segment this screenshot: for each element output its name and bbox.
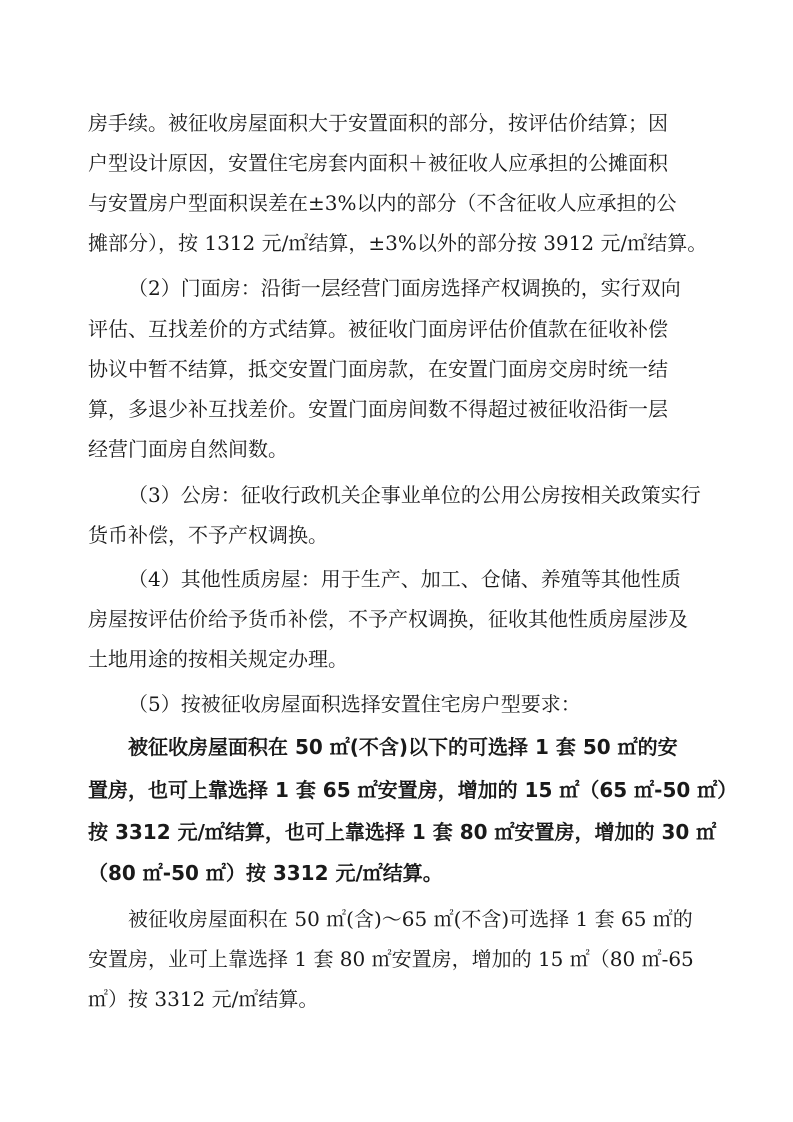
paragraph-line: 算，多退少补互找差价。安置门面房间数不得超过被征收沿街一层 (88, 397, 668, 421)
paragraph-line: （2）门面房：沿街一层经营门面房选择产权调换的，实行双向 (128, 276, 681, 300)
paragraph-line: 协议中暂不结算，抵交安置门面房款，在安置门面房交房时统一结 (88, 357, 668, 381)
paragraph-line: 户型设计原因，安置住宅房套内面积＋被征收人应承担的公摊面积 (88, 151, 668, 175)
paragraph-line: ㎡）按 3312 元/㎡结算。 (88, 987, 319, 1011)
paragraph-line: 房手续。被征收房屋面积大于安置面积的部分，按评估价结算；因 (88, 111, 668, 135)
bold-paragraph-line: 按 3312 元/㎡结算，也可上靠选择 1 套 80 ㎡安置房，增加的 30 ㎡ (88, 820, 717, 844)
paragraph-line: （3）公房：征收行政机关企事业单位的公用公房按相关政策实行 (128, 483, 701, 507)
paragraph-line: 被征收房屋面积在 50 ㎡(含)～65 ㎡(不含)可选择 1 套 65 ㎡的 (128, 907, 693, 931)
paragraph-line: 土地用途的按相关规定办理。 (88, 647, 348, 671)
paragraph-line: 经营门面房自然间数。 (88, 437, 288, 461)
paragraph-line: （4）其他性质房屋：用于生产、加工、仓储、养殖等其他性质 (128, 567, 681, 591)
paragraph-line: 货币补偿，不予产权调换。 (88, 523, 328, 547)
bold-paragraph-line: 被征收房屋面积在 50 ㎡(不含)以下的可选择 1 套 50 ㎡的安 (128, 735, 678, 759)
paragraph-line: （5）按被征收房屋面积选择安置住宅房户型要求： (128, 692, 581, 716)
paragraph-line: 房屋按评估价给予货币补偿，不予产权调换，征收其他性质房屋涉及 (88, 607, 688, 631)
paragraph-line: 安置房，业可上靠选择 1 套 80 ㎡安置房，增加的 15 ㎡（80 ㎡-65 (88, 947, 694, 971)
paragraph-line: 评估、互找差价的方式结算。被征收门面房评估价值款在征收补偿 (88, 317, 668, 341)
paragraph-line: 摊部分），按 1312 元/㎡结算，±3%以外的部分按 3912 元/㎡结算。 (88, 231, 708, 255)
bold-paragraph-line: 置房，也可上靠选择 1 套 65 ㎡安置房，增加的 15 ㎡（65 ㎡-50 ㎡） (88, 778, 738, 802)
bold-paragraph-line: （80 ㎡-50 ㎡）按 3312 元/㎡结算。 (88, 861, 443, 885)
paragraph-line: 与安置房户型面积误差在±3%以内的部分（不含征收人应承担的公 (88, 191, 677, 215)
